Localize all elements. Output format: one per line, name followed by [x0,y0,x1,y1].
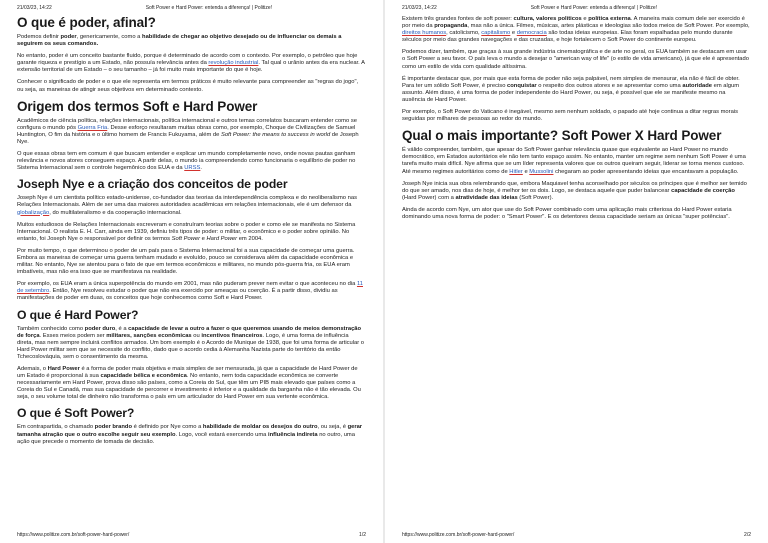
link-mussolini[interactable]: Mussolini [529,168,554,175]
paragraph: Por exemplo, os EUA eram a única superpotência do mundo em 2001, mas não puderam prever nem evitar o que aconteceu no dia 11 de setembro. Então, Nye resolveu estudar o poder que não era exercido por ameaças ou coerção. É a partir disso, dividiu as manifestações de poder em duas, os conceitos que hoje conhecemos como Soft e Hard Power. [17,281,363,302]
print-title: Soft Power e Hard Power: entenda a diferença! | Politize! [530,5,658,11]
link-capitalismo[interactable]: capitalismo [481,30,511,37]
link-globalizacao[interactable]: globalização [17,209,50,216]
paragraph: Podemos dizer, também, que graças à sua grande indústria cinematográfica e de arte no geral, os EUA também se destacam em usar o Soft Power a seu favor. O país leva o mundo a desejar o "american way of life" (o estilo de vida americano), já que ele é apresentado como um estilo de vida com qualidade altíssima. [402,49,749,70]
paragraph: Podemos definir poder, genericamente, como a habilidade de chegar ao objetivo desejado ou de influenciar os demais a seguirem os seus comandos. [17,34,342,48]
page-url: https://www.politize.com.br/soft-power-hard-power/ [402,532,515,538]
link-direitos-humanos[interactable]: direitos humanos [402,30,447,37]
paragraph: Muitos estudiosos de Relações Internacionais escreveram e construíram teorias sobre o poder e como ele se manifesta no Sistema Internacional. O realista E. H. Carr, ainda em 1939, definiu três tipos de poder: o militar, o econômico e o poder sobre opinião. No entanto, foi Joseph Nye o responsável por definir os termos Soft Power e Hard Power em 2004. [17,221,356,242]
heading-poder: O que é poder, afinal? [17,15,156,30]
print-header [17,0,366,16]
paragraph: Ainda de acordo com Nye, um ator que use do Soft Power combinado com uma aplicação mais criteriosa do Hard Power estaria dominando uma nova forma de poder: o "Smart Power". E os detentores dessa capacidade seriam as únicas "super potências". [402,206,732,220]
heading-origem: Origem dos termos Soft e Hard Power [17,98,258,114]
link-democracia[interactable]: democracia [516,30,547,37]
print-footer [17,527,366,543]
print-title: Soft Power e Hard Power: entenda a diferença! | Politize! [145,5,273,11]
print-date: 21/03/23, 14:22 [402,5,437,11]
paragraph: É válido compreender, também, que apesar do Soft Power ganhar relevância quase que equivalente ao Hard Power no mundo democrático, em Estados autoritários ele não tem tanto espaço assim. No entanto, manter um regime sem nenhum Soft Power é uma tarefa muito mais difícil. Nye afirma que se um líder representa valores que os outros queiram seguir, liderar se torna menos custoso. Até mesmo regimes autoritários como de Hitler e Mussolini chegaram ao poder apresentando ideias que encantavam a população. [402,147,746,175]
paragraph: Por exemplo, o Soft Power do Vaticano é inegável, mesmo sem nenhum soldado, o papado até hoje continua a ditar regras morais seguidas por milhares de pessoas ao redor do mundo. [402,109,738,123]
page-url: https://www.politize.com.br/soft-power-hard-power/ [17,532,130,538]
paragraph: Conhecer o significado de poder e o que ele representa em termos práticos é muito relevante para compreender as "regras do jogo", ou seja, as maneiras de atingir seus objetivos em determinado contexto. [17,79,359,93]
link-guerra-fria[interactable]: Guerra Fria [77,124,108,131]
heading-soft-power: O que é Soft Power? [17,406,135,421]
paragraph: Joseph Nye inicia sua obra relembrando que, embora Maquiavel tenha aconselhado por séculos os príncipes que é melhor ser temido do que ser amado, nos dias de hoje, é melhor ter os dois. Logo, se destaca aquele que puder balancear capacidade de coerção (Hard Power) com a atratividade das ideias (Soft Power). [402,180,747,201]
paragraph: Por muito tempo, o que determinou o poder de um país para o Sistema Internacional foi a sua capacidade de começar uma guerra. Embora as maneiras de começar uma guerra tenham mudado e evoluído, pouco se considerava além da capacidade econômica e militar. No entanto, Nye se atentou para o fato de que em termos econômicos e militares, no mundo pós-guerra fria, os EUA eram imbatíveis, mas não era isso que se manifestava na realidade. [17,247,355,276]
paragraph: Joseph Nye é um cientista político estado-unidense, co-fundador das teorias da interdependência complexa e do neoliberalismo nas Relações Internacionais. Além de ser uma das maiores autoridades acadêmicas em relações internacionais, ele é um defensor da globalização, do multilateralismo e da cooperação internacional. [17,195,357,216]
page-2 [385,0,768,543]
page-number: 2/2 [744,532,751,538]
article-body [402,16,750,226]
heading-qual-mais-importante: Qual o mais importante? Soft Power X Hard Power [402,128,722,144]
paragraph: Também conhecido como poder duro, é a capacidade de levar a outro a fazer o que queremos usando de meios demonstração de força. Esses meios podem ser militares, sanções econômicas ou incentivos financeiros. Logo, é uma forma de influência direta, mas nem sempre incluirá conflitos armados. Um bom exemplo é o Acordo de Munique de 1938, que foi uma forma de articular o Hard Power militar sem que se necessite do conflito, dado que o acordo cedia à Alemanha Nazista parte do território da então Tchecoslováquia, sem o consentimento da mesma. [17,325,365,360]
paragraph: O que essas obras tem em comum é que buscam entender e explicar um mundo completamente novo, onde novas pautas ganham relevância e novos atores conseguem espaço. A partir delas, o mundo ia compreendendo como funcionaria o equilíbrio de poder no Sistema Internacional sem o controle hegemônico dos EUA e da URSS. [17,151,356,172]
link-urss[interactable]: URSS [184,165,201,172]
paragraph: No entanto, poder é um conceito bastante fluido, porque é determinado de acordo com o contexto. Por exemplo, o petróleo que hoje garante riqueza e prestígio a um Estado, não possuía relevância antes da revolução industrial. Tal qual o urânio antes da era nuclear. A extensão territorial de um Estado – o seu tamanho – já foi muito mais importante do que é hoje. [17,53,365,74]
paragraph: Acadêmicos de ciência política, relações internacionais, política internacional e outros temas correlatos buscaram entender como se configura o mundo pós Guerra Fria. Desse esforço resultaram muitas obras como, por exemplo, Choque de Civilizações de Samuel Huntington, O fim da história e o último homem de Francis Fukuyama, além de Soft Power: the means to success in world de Joseph Nye. [17,117,359,145]
link-11-setembro[interactable]: 11 de setembro [17,281,363,295]
paragraph: Ademais, o Hard Power é a forma de poder mais objetiva e mais simples de ser mensurada, já que a capacidade de Hard Power de um Estado é proporcional à sua capacidade bélica e econômica. No entanto, nem toda capacidade econômica se converte necessariamente em Hard Power, prova disso são países, como a Coreia do Sul, que têm um PIB mais elevado que países como a Coreia do Sul e Canadá, mas sua capacidade de percorrer e investimento é inferior e a qualidade da barganha não é tão elevada. Ou seja, o seu volume total de dinheiro não transforma o país em um articulador do Hard Power em sua vertente econômica. [17,366,361,401]
print-header [402,0,751,16]
heading-hard-power: O que é Hard Power? [17,307,139,322]
paragraph: É importante destacar que, por mais que esta forma de poder não seja palpável, nem simples de mensurar, ela não é fácil de obter. Para ter um sólido Soft Power, é preciso conquistar o respeito dos outros atores e se apresentar como uma autoridade em algum assunto. Além disso, é uma forma de poder independente do Hard Power, ou seja, é possível que ele se manifeste mesmo na ausência de Hard Power. [402,75,740,103]
link-revolucao-industrial[interactable]: revolução industrial [208,60,259,67]
link-hitler[interactable]: Hitler [509,168,523,175]
page-1 [0,0,383,543]
article-body [17,15,365,451]
heading-nye: Joseph Nye e a criação dos conceitos de poder [17,177,288,192]
paragraph: Existem três grandes fontes de soft power: cultura, valores políticos e política externa. A maneira mais comum dele ser exercido é por meio da propaganda, mas não a única. Filmes, músicas, artes plásticas e ideologias são todos meios de Soft Power. Por exemplo, direitos humanos, catolicismo, capitalismo e democracia são todas ideias europeias. Elas foram espalhadas pelo mundo durante séculos por meio das grandes navegações e das cruzadas, e hoje fortalecem o Soft Power do continente europeu. [402,16,750,44]
page-number: 1/2 [359,532,366,538]
print-footer [402,527,751,543]
paragraph: Em contrapartida, o chamado poder brando é definido por Nye como a habilidade de moldar os desejos do outro, ou seja, é gerar tamanha atração que o outro escolhe seguir seu exemplo. Logo, você estará exercendo uma influência indireta no outro, uma ação que precede o momento de tomada de decisão. [17,424,363,445]
print-date: 21/03/23, 14:22 [17,5,52,11]
